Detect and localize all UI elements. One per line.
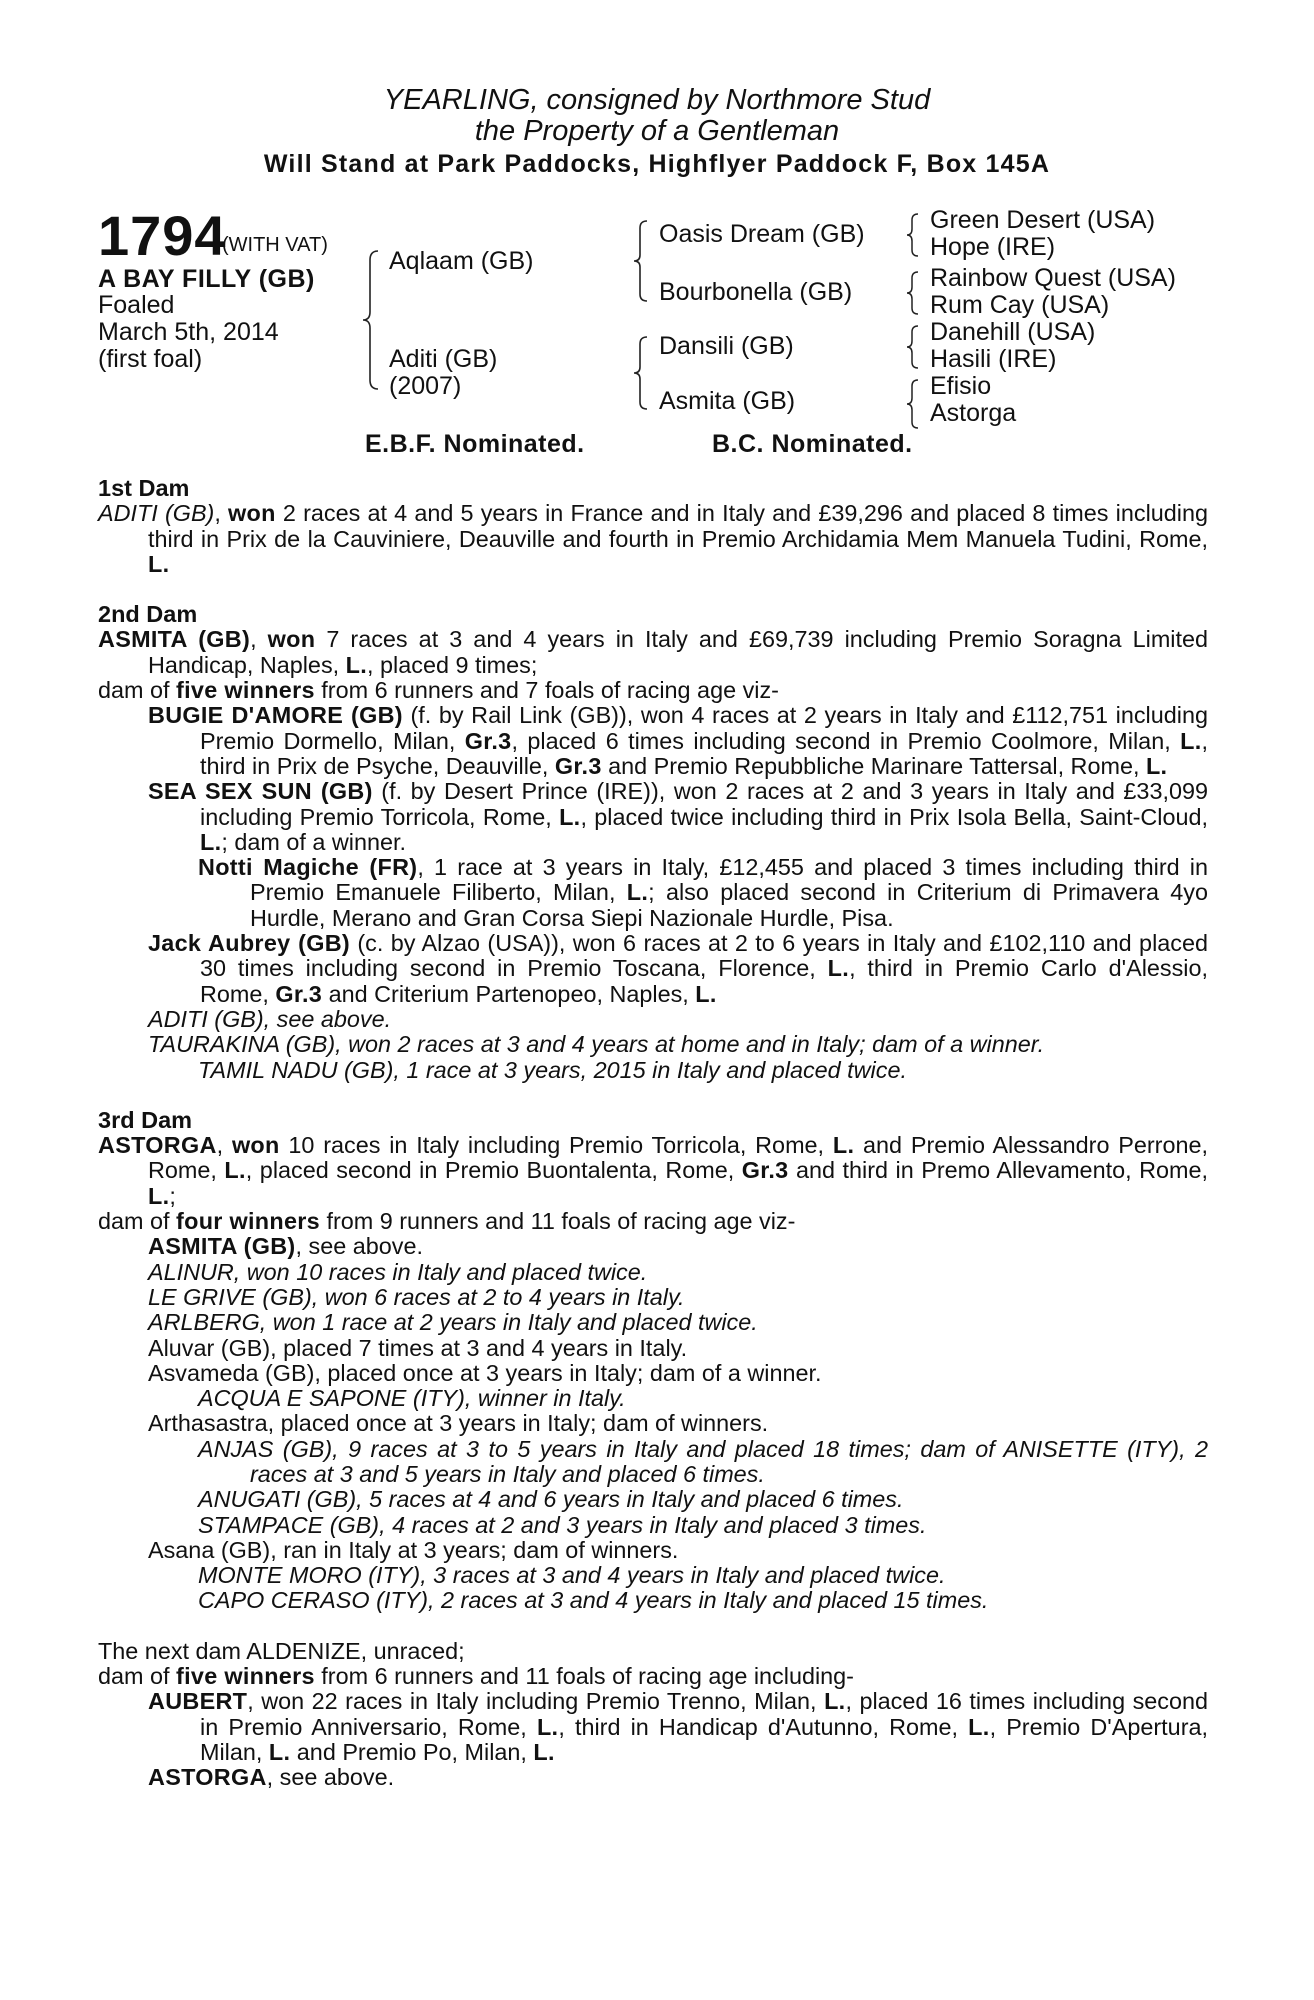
header-property: the Property of a Gentleman xyxy=(474,115,840,147)
first-dam-name: ADITI (GB) xyxy=(98,500,215,527)
pedigree-g1: Green Desert (USA) xyxy=(930,206,1156,234)
produce-aluvar: Aluvar (GB), placed 7 times at 3 and 4 years in Italy. xyxy=(148,1334,688,1361)
produce-acqua-e-sapone: ACQUA E SAPONE (ITY), winner in Italy. xyxy=(198,1385,626,1412)
third-dam-entry: ASTORGA, won 10 races in Italy including Premio Torricola, Rome, L. and Premio Alessandro Perrone, Rome, L., placed second in Premio Buontalenta, Rome, Gr.3 and third in Premo Allevamento, Rome, L.; xyxy=(98,1132,1208,1209)
lot-number: 1794 xyxy=(98,204,227,267)
ebf-nomination: E.B.F. Nominated. xyxy=(365,430,585,458)
sire-line-bracket xyxy=(632,218,652,304)
third-dam-produce-summary: dam of four winners from 9 runners and 11 foals of racing age viz- xyxy=(98,1208,796,1235)
pedigree-g2: Hope (IRE) xyxy=(930,233,1056,261)
produce-bugie-damore: BUGIE D'AMORE (GB) (f. by Rail Link (GB)), won 4 races at 2 years in Italy and £112,751 including Premio Dormello, Milan, Gr.3, placed 6 times including second in Premio Coolmore, Milan, L., third in Prix de Psyche, Deauville, Gr.3 and Premio Repubbliche Marinare Tattersal, Rome, L. xyxy=(148,702,1208,779)
produce-asvameda: Asvameda (GB), placed once at 3 years in Italy; dam of a winner. xyxy=(148,1359,822,1386)
foaled-date: March 5th, 2014 xyxy=(98,318,279,346)
pedigree-sire-dam: Bourbonella (GB) xyxy=(659,278,853,306)
produce-asana: Asana (GB), ran in Italy at 3 years; dam of winners. xyxy=(148,1536,679,1563)
pedigree-dam-dam: Asmita (GB) xyxy=(659,387,796,415)
produce-aditi: ADITI (GB), see above. xyxy=(148,1005,392,1032)
second-dam-name: ASMITA (GB) xyxy=(98,626,251,653)
bracket-g3 xyxy=(905,322,923,372)
pedigree-g8: Astorga xyxy=(930,399,1017,427)
bc-nomination: B.C. Nominated. xyxy=(712,430,913,458)
produce-stampace: STAMPACE (GB), 4 races at 2 and 3 years in Italy and placed 3 times. xyxy=(198,1511,927,1538)
pedigree-g4: Rum Cay (USA) xyxy=(930,291,1110,319)
foaled-label: Foaled xyxy=(98,291,175,319)
produce-anjas: ANJAS (GB), 9 races at 3 to 5 years in Italy and placed 18 times; dam of ANISETTE (ITY), 2 races at 3 and 5 years in Italy and placed 6 times. xyxy=(198,1435,1208,1487)
produce-aubert: AUBERT, won 22 races in Italy including Premio Trenno, Milan, L., placed 16 times including second in Premio Anniversario, Rome, L., third in Handicap d'Autunno, Rome, L., Premio D'Apertura, Milan, L. and Premio Po, Milan, L. xyxy=(148,1688,1208,1765)
header-location: Will Stand at Park Paddocks, Highflyer Paddock F, Box 145A xyxy=(263,150,1051,178)
pedigree-dam: Aditi (GB) xyxy=(389,345,498,373)
pedigree-g3: Rainbow Quest (USA) xyxy=(930,264,1176,292)
produce-capo-ceraso: CAPO CERASO (ITY), 2 races at 3 and 4 years in Italy and placed 15 times. xyxy=(198,1587,989,1614)
pedigree-notes xyxy=(98,476,1208,1791)
produce-le-grive: LE GRIVE (GB), won 6 races at 2 to 4 years in Italy. xyxy=(148,1283,685,1310)
produce-alinur: ALINUR, won 10 races in Italy and placed twice. xyxy=(148,1258,648,1285)
vat-note: (WITH VAT) xyxy=(222,234,328,256)
next-dam-produce-summary: dam of five winners from 6 runners and 11 foals of racing age including- xyxy=(98,1663,854,1690)
lot-name: A BAY FILLY (GB) xyxy=(98,265,315,293)
produce-jack-aubrey: Jack Aubrey (GB) (c. by Alzao (USA)), won 6 races at 2 to 6 years in Italy and £102,110 and placed 30 times including second in Premio Toscana, Florence, L., third in Premio Carlo d'Alessio, Rome, Gr.3 and Criterium Partenopeo, Naples, L. xyxy=(148,930,1209,1007)
header-consignor: YEARLING, consigned by Northmore Stud xyxy=(383,84,931,116)
pedigree-dam-year: (2007) xyxy=(389,372,462,400)
produce-notti-magiche: Notti Magiche (FR), 1 race at 3 years in Italy, £12,455 and placed 3 times including third in Premio Emanuele Filiberto, Milan, L.; also placed second in Criterium di Primavera 4yo Hurdle, Merano and Gran Corsa Siepi Nazionale Hurdle, Pisa. xyxy=(198,854,1208,931)
pedigree-g7: Efisio xyxy=(930,372,992,400)
bracket-g1 xyxy=(905,210,923,260)
pedigree-sire: Aqlaam (GB) xyxy=(389,247,534,275)
sire-dam-bracket xyxy=(360,248,384,393)
pedigree-g6: Hasili (IRE) xyxy=(930,345,1057,373)
dam-line-bracket xyxy=(632,334,652,412)
first-dam-heading: 1st Dam xyxy=(98,475,190,501)
produce-anugati: ANUGATI (GB), 5 races at 4 and 6 years in Italy and placed 6 times. xyxy=(198,1486,904,1513)
produce-taurakina: TAURAKINA (GB), won 2 races at 3 and 4 years at home and in Italy; dam of a winner. xyxy=(148,1031,1045,1058)
bracket-g2 xyxy=(905,268,923,318)
next-dam-entry: The next dam ALDENIZE, unraced; xyxy=(98,1637,465,1664)
pedigree-sire-sire: Oasis Dream (GB) xyxy=(659,220,865,248)
first-dam-entry: ADITI (GB), won 2 races at 4 and 5 years in France and in Italy and £39,296 and placed 8 times including third in Prix de la Cauviniere, Deauville and fourth in Premio Archidamia Mem Manuela Tudini, Rome, L. xyxy=(98,500,1208,577)
produce-arthasastra: Arthasastra, placed once at 3 years in Italy; dam of winners. xyxy=(148,1410,769,1437)
third-dam-heading: 3rd Dam xyxy=(98,1106,193,1133)
produce-monte-moro: MONTE MORO (ITY), 3 races at 3 and 4 years in Italy and placed twice. xyxy=(198,1562,946,1589)
foal-note: (first foal) xyxy=(98,345,203,373)
produce-sea-sex-sun: SEA SEX SUN (GB) (f. by Desert Prince (IRE)), won 2 races at 2 and 3 years in Italy and £33,099 including Premio Torricola, Rome, L., placed twice including third in Prix Isola Bella, Saint-Cloud, L.; dam of a winner. xyxy=(148,778,1208,855)
second-dam-heading: 2nd Dam xyxy=(98,601,198,628)
second-dam-produce-summary: dam of five winners from 6 runners and 7 foals of racing age viz- xyxy=(98,677,779,704)
produce-astorga: ASTORGA, see above. xyxy=(148,1764,395,1791)
pedigree-dam-sire: Dansili (GB) xyxy=(659,332,794,360)
produce-asmita: ASMITA (GB), see above. xyxy=(148,1233,423,1260)
produce-arlberg: ARLBERG, won 1 race at 2 years in Italy and placed twice. xyxy=(148,1309,758,1336)
second-dam-entry: ASMITA (GB), won 7 races at 3 and 4 years in Italy and £69,739 including Premio Soragna Limited Handicap, Naples, L., placed 9 times; xyxy=(98,626,1209,678)
third-dam-name: ASTORGA xyxy=(98,1132,217,1159)
bracket-g4 xyxy=(905,376,923,432)
produce-tamil-nadu: TAMIL NADU (GB), 1 race at 3 years, 2015 in Italy and placed twice. xyxy=(198,1056,907,1083)
pedigree-g5: Danehill (USA) xyxy=(930,318,1096,346)
